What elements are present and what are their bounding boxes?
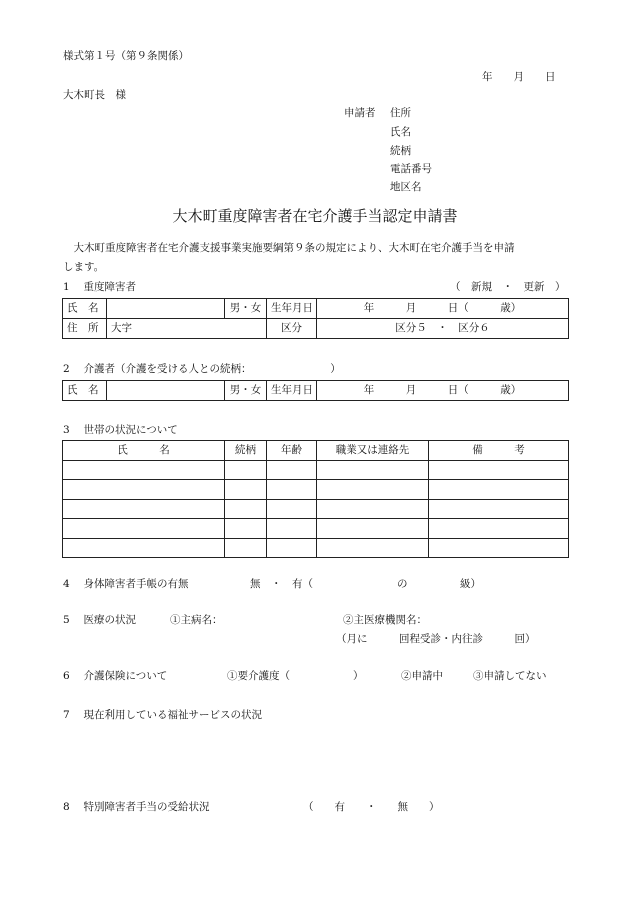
applicant-relation-label[interactable]: 続柄	[390, 145, 411, 157]
addressee: 大木町長 様	[63, 89, 126, 101]
household-col-name: 氏 名	[63, 441, 225, 461]
applicant-district-label[interactable]: 地区名	[390, 181, 422, 193]
section8-value[interactable]: （ 有 ・ 無 ）	[303, 801, 440, 813]
household-table	[62, 440, 569, 558]
household-col-contact: 職業又は連絡先	[317, 441, 429, 461]
s1-dob-label: 生年月日	[267, 299, 317, 319]
section6-applying[interactable]: ②申請中	[401, 670, 443, 682]
s1-dob-field[interactable]: 年 月 日（ 歳）	[317, 299, 569, 319]
household-cell[interactable]	[225, 538, 267, 558]
section5-disease[interactable]: ①主病名：	[170, 614, 223, 626]
form-number: 様式第１号（第９条関係）	[63, 50, 189, 62]
s2-sex[interactable]: 男・女	[225, 381, 267, 401]
household-cell[interactable]	[225, 519, 267, 539]
s1-address-label: 住 所	[63, 319, 107, 339]
household-cell[interactable]	[267, 480, 317, 500]
section7-heading: 7 現在利用している福祉サービスの状況	[63, 709, 263, 721]
table-row	[63, 538, 569, 558]
household-cell[interactable]	[63, 499, 225, 519]
household-cell[interactable]	[429, 480, 569, 500]
section1-status[interactable]: （ 新規 ・ 更新 ）	[450, 281, 566, 293]
household-cell[interactable]	[225, 460, 267, 480]
section2-table	[62, 380, 569, 401]
section5-institution[interactable]: ②主医療機関名：	[343, 614, 427, 626]
household-cell[interactable]	[317, 499, 429, 519]
s1-name-label: 氏 名	[63, 299, 107, 319]
household-cell[interactable]	[267, 519, 317, 539]
s1-name-field[interactable]	[107, 299, 225, 319]
household-cell[interactable]	[63, 538, 225, 558]
household-cell[interactable]	[317, 460, 429, 480]
form-title: 大木町重度障害者在宅介護手当認定申請書	[172, 207, 458, 225]
section6-not-applied[interactable]: ③申請してない	[473, 670, 547, 682]
household-col-relation: 続柄	[225, 441, 267, 461]
s2-name-field[interactable]	[107, 381, 225, 401]
s1-category-field[interactable]: 区分５ ・ 区分６	[317, 319, 569, 339]
applicant-label: 申請者	[344, 107, 376, 119]
intro-line-2: します。	[63, 261, 105, 273]
section6-care-level[interactable]: ①要介護度（ ）	[227, 670, 364, 682]
section1-table	[62, 298, 569, 339]
s1-sex[interactable]: 男・女	[225, 299, 267, 319]
s1-address-field[interactable]: 大字	[107, 319, 267, 339]
s2-name-label: 氏 名	[63, 381, 107, 401]
household-cell[interactable]	[225, 499, 267, 519]
household-cell[interactable]	[225, 480, 267, 500]
table-row	[63, 480, 569, 500]
applicant-address-label[interactable]: 住所	[390, 107, 411, 119]
household-cell[interactable]	[429, 538, 569, 558]
household-cell[interactable]	[317, 538, 429, 558]
applicant-name-label[interactable]: 氏名	[390, 126, 411, 138]
section4-value[interactable]: 無 ・ 有（ の 級）	[250, 578, 481, 590]
applicant-phone-label[interactable]: 電話番号	[390, 163, 432, 175]
household-col-remarks: 備 考	[429, 441, 569, 461]
household-cell[interactable]	[63, 480, 225, 500]
table-row	[63, 519, 569, 539]
household-cell[interactable]	[267, 460, 317, 480]
table-row	[63, 460, 569, 480]
household-cell[interactable]	[267, 499, 317, 519]
household-cell[interactable]	[429, 460, 569, 480]
section6-heading: 6 介護保険について	[63, 670, 168, 682]
household-cell[interactable]	[317, 519, 429, 539]
household-cell[interactable]	[267, 538, 317, 558]
household-col-age: 年齢	[267, 441, 317, 461]
household-cell[interactable]	[317, 480, 429, 500]
section2-heading: 2 介護者（介護を受ける人との続柄： ）	[63, 363, 341, 375]
intro-line-1: 大木町重度障害者在宅介護支援事業実施要綱第９条の規定により、大木町在宅介護手当を申請	[63, 242, 515, 254]
section4-heading: 4 身体障害者手帳の有無	[63, 578, 189, 590]
s2-dob-field[interactable]: 年 月 日（ 歳）	[317, 381, 569, 401]
s2-dob-label: 生年月日	[267, 381, 317, 401]
section5-visits[interactable]: （月に 回程受診・内往診 回）	[336, 633, 536, 645]
s1-category-label: 区分	[267, 319, 317, 339]
household-cell[interactable]	[429, 499, 569, 519]
household-cell[interactable]	[429, 519, 569, 539]
section3-heading: 3 世帯の状況について	[63, 424, 178, 436]
section5-heading: 5 医療の状況	[63, 614, 137, 626]
household-cell[interactable]	[63, 460, 225, 480]
date-line[interactable]: 年 月 日	[482, 71, 556, 83]
section8-heading: 8 特別障害者手当の受給状況	[63, 801, 210, 813]
section1-heading: 1 重度障害者	[63, 281, 137, 293]
household-cell[interactable]	[63, 519, 225, 539]
table-row	[63, 499, 569, 519]
